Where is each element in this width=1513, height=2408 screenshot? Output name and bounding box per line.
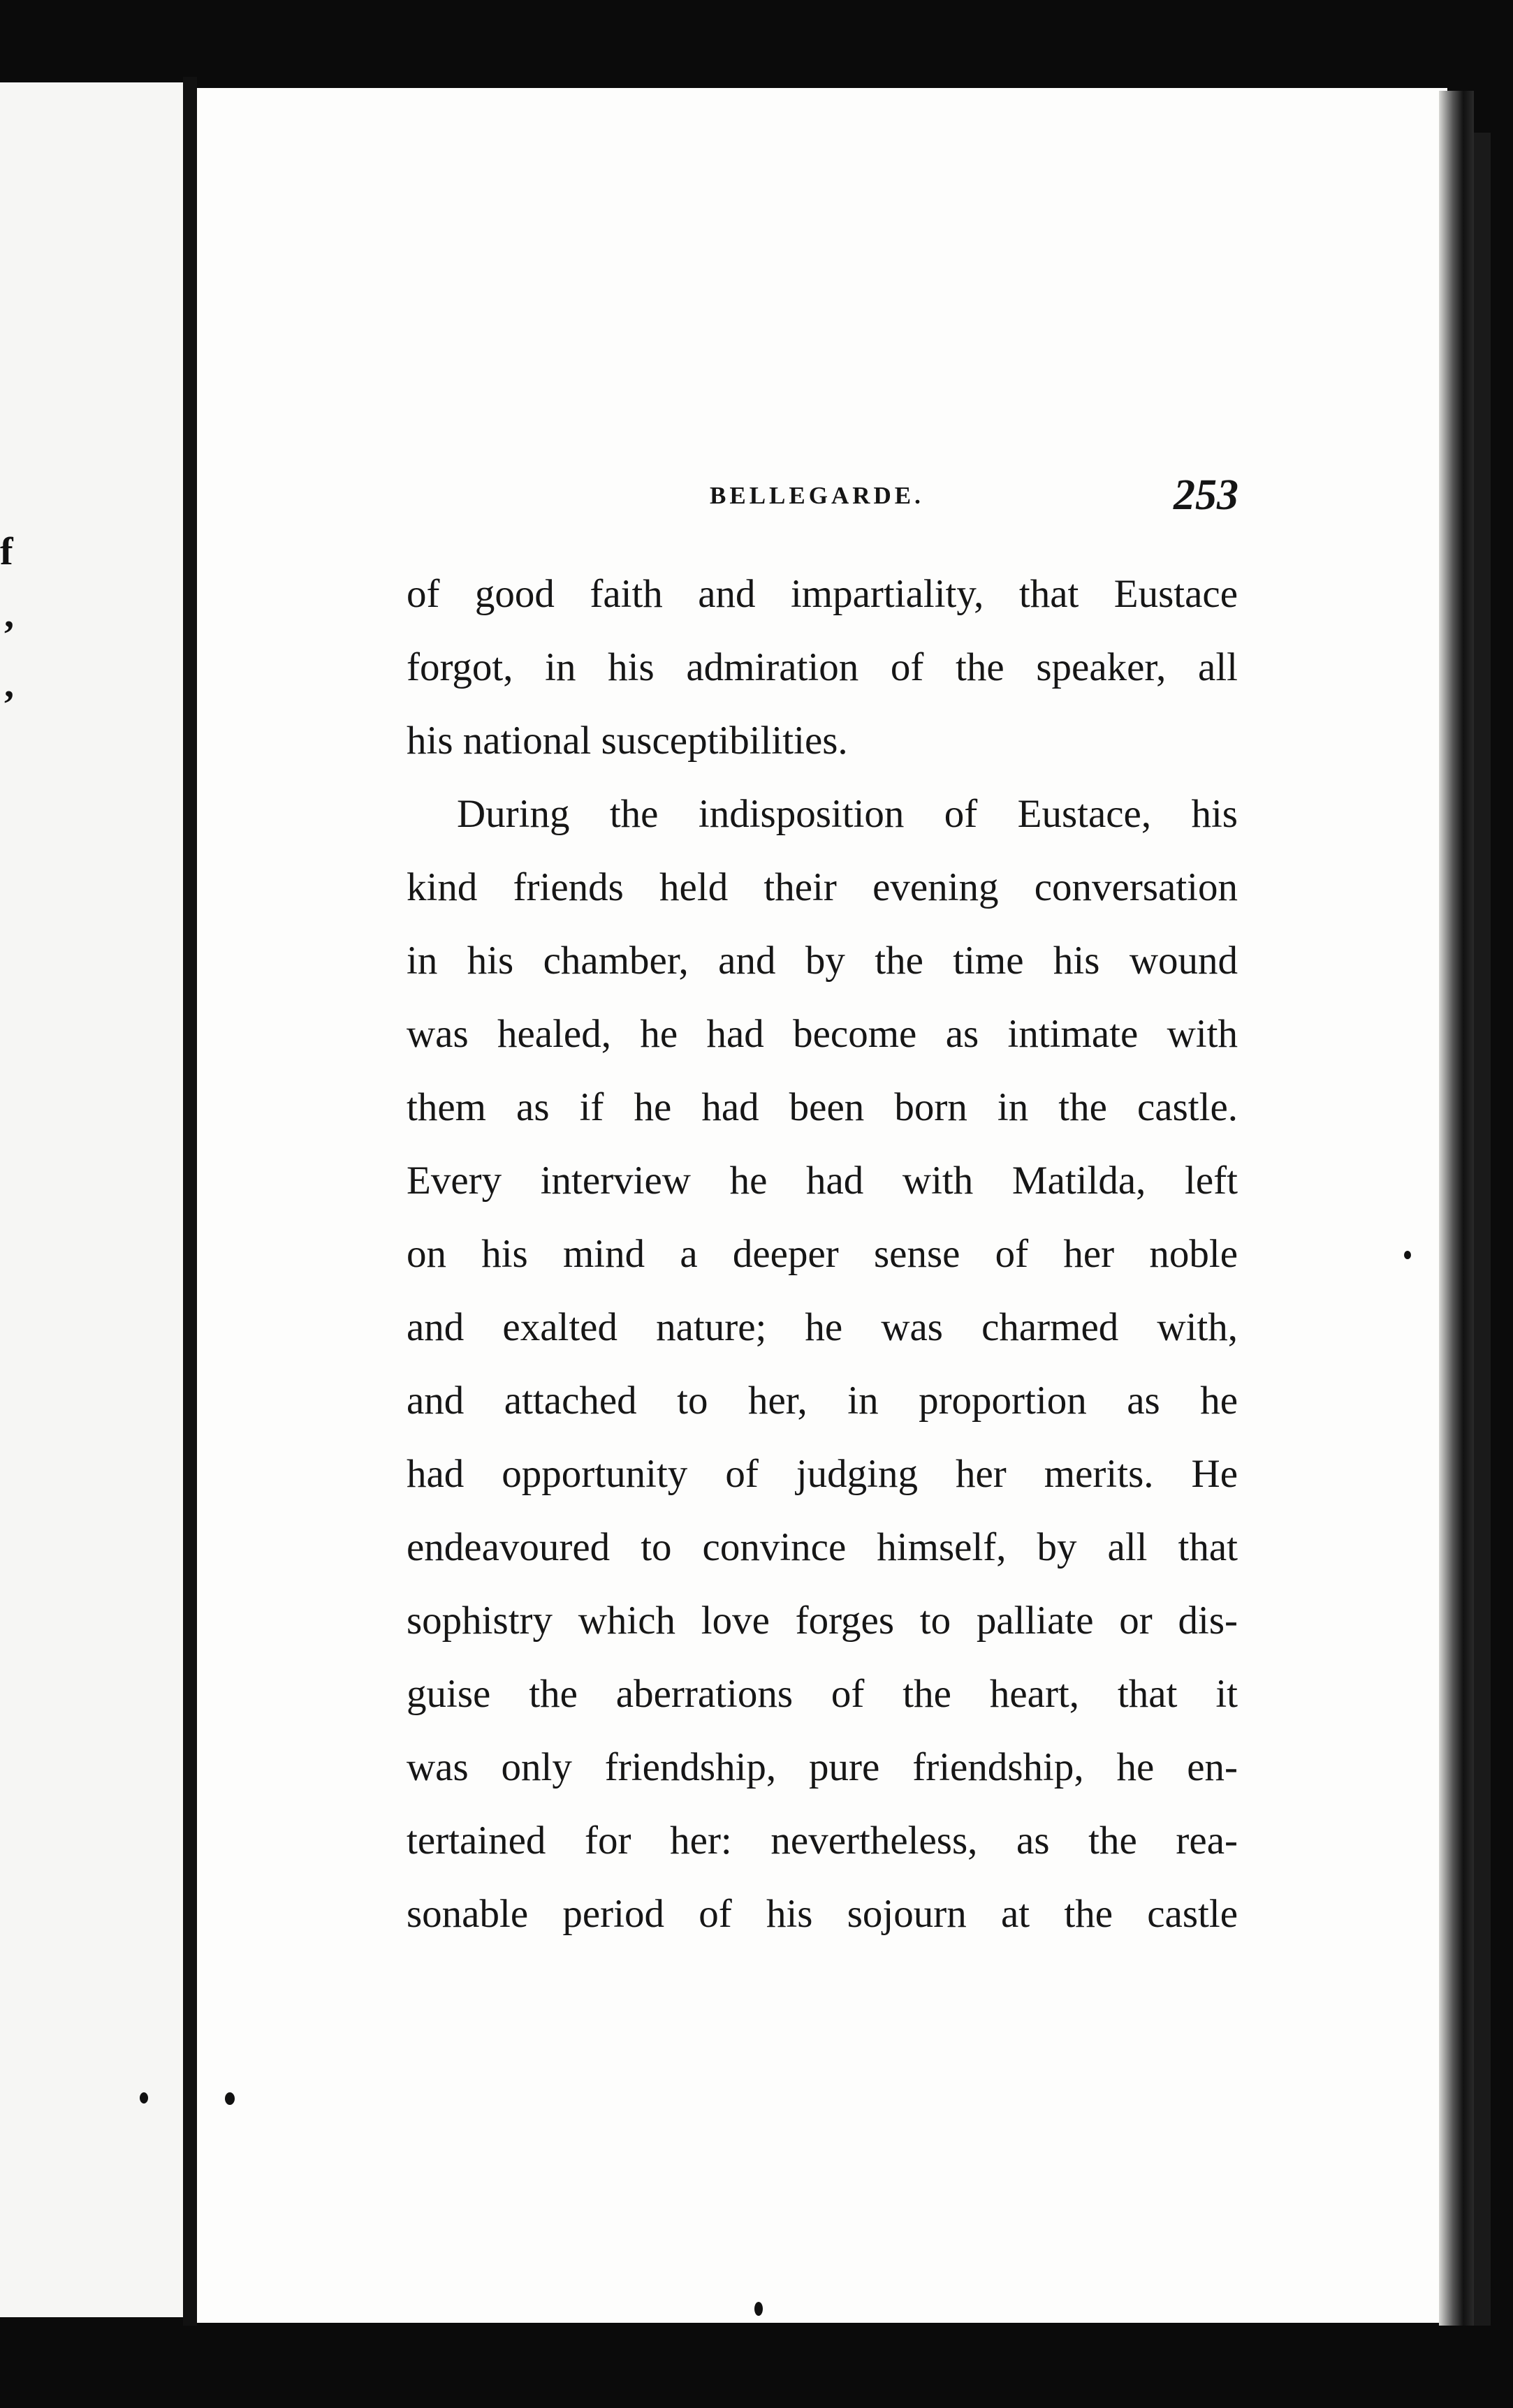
page-edge-shadow	[1474, 133, 1491, 2326]
edge-fragment: ,	[4, 663, 14, 706]
text-line: his national susceptibilities.	[407, 719, 848, 763]
text-line: and attached to her, in proportion as he	[407, 1379, 1238, 1423]
gutter-shadow	[183, 77, 197, 2326]
book-page	[197, 88, 1447, 2323]
previous-page-edge	[0, 82, 183, 2317]
text-line: them as if he had been born in the castle.	[407, 1085, 1238, 1129]
text-line: sophistry which love forges to palliate or dis-	[407, 1599, 1238, 1643]
text-line: forgot, in his admiration of the speaker, all	[407, 645, 1238, 689]
text-line: sonable period of his sojourn at the castle	[407, 1892, 1238, 1936]
text-line: in his chamber, and by the time his wound	[407, 939, 1238, 983]
page-number: 253	[1174, 471, 1238, 519]
text-line: was healed, he had become as intimate with	[407, 1012, 1238, 1056]
scan-speck	[754, 2302, 763, 2316]
text-line: tertained for her: nevertheless, as the rea-	[407, 1819, 1238, 1863]
page-edge-shadow	[1439, 91, 1474, 2326]
text-line: kind friends held their evening conversation	[407, 865, 1238, 909]
text-line: During the indisposition of Eustace, his	[457, 792, 1238, 836]
text-line: Every interview he had with Matilda, left	[407, 1159, 1238, 1203]
text-line: endeavoured to convince himself, by all that	[407, 1525, 1238, 1569]
text-line: had opportunity of judging her merits. He	[407, 1452, 1238, 1496]
text-line: of good faith and impartiality, that Eustace	[407, 572, 1238, 616]
text-line: and exalted nature; he was charmed with,	[407, 1305, 1238, 1349]
text-line: was only friendship, pure friendship, he en-	[407, 1745, 1238, 1789]
body-text	[407, 557, 1450, 1951]
scan-speck	[140, 2092, 148, 2104]
running-head	[197, 471, 1447, 532]
edge-fragment: ,	[4, 593, 14, 636]
running-title: BELLEGARDE.	[710, 482, 924, 509]
text-line: guise the aberrations of the heart, that it	[407, 1672, 1238, 1716]
scan-speck	[225, 2092, 235, 2105]
text-line: on his mind a deeper sense of her noble	[407, 1232, 1238, 1276]
scan-speck	[1404, 1251, 1411, 1259]
edge-fragment: f	[0, 530, 13, 573]
